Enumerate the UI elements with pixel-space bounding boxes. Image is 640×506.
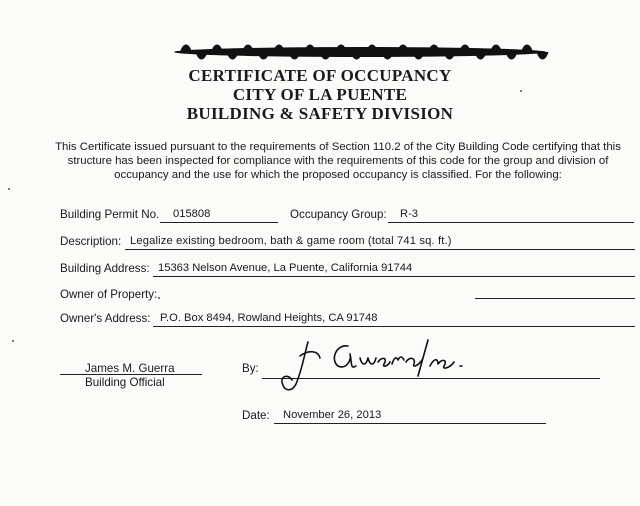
border-leaf (382, 52, 394, 60)
border-leaf (211, 45, 223, 53)
border-leaf (428, 45, 440, 53)
owner-underline (475, 298, 635, 299)
border-leaf (366, 45, 378, 53)
occupancy-underline (388, 222, 634, 223)
permit-label: Building Permit No. (60, 208, 160, 221)
official-title: Building Official (85, 376, 165, 389)
permit-value: 015808 (173, 208, 211, 220)
border-leaf (289, 52, 301, 60)
border-leaf (335, 45, 347, 53)
border-leaf (397, 45, 409, 53)
border-leaf (351, 52, 363, 60)
official-name: James M. Guerra (85, 362, 175, 375)
border-leaf (475, 52, 487, 60)
border-leaf (320, 52, 332, 60)
owner-address-underline (153, 326, 635, 327)
border-leaf (490, 45, 502, 53)
description-label: Description: (60, 235, 122, 248)
border-leaf (273, 45, 285, 53)
city-name: CITY OF LA PUENTE (232, 85, 408, 104)
occupancy-value: R-3 (400, 208, 419, 220)
border-leaf (242, 45, 254, 53)
date-value: November 26, 2013 (283, 409, 382, 421)
building-address-underline (153, 276, 635, 277)
border-leaf (196, 52, 208, 60)
border-leaf (537, 52, 549, 60)
stray-mark (158, 297, 160, 299)
signature (278, 336, 488, 396)
building-address-value: 15363 Nelson Avenue, La Puente, California 91744 (158, 262, 413, 274)
owner-address-label: Owner's Address: (60, 312, 151, 325)
certificate-title: CERTIFICATE OF OCCUPANCY (188, 66, 452, 85)
decorative-border (170, 40, 550, 64)
owner-label: Owner of Property: (60, 288, 158, 301)
border-leaf (506, 52, 518, 60)
occupancy-label: Occupancy Group: (290, 208, 387, 221)
date-label: Date: (242, 409, 270, 422)
date-underline (274, 423, 546, 424)
owner-address-value: P.O. Box 8494, Rowland Heights, CA 91748 (160, 312, 378, 324)
intro-paragraph: This Certificate issued pursuant to the requirements of Section 110.2 of the City Building Code certifying that this structure has been inspected for compliance with the requirements of this code for the group and division of occupancy and the use for which the proposed occupancy is classified. For the following: (55, 141, 621, 181)
border-leaf (258, 52, 270, 60)
permit-underline (160, 222, 278, 223)
border-leaf (227, 52, 239, 60)
border-leaf (459, 45, 471, 53)
border-leaf (180, 45, 192, 53)
by-label: By: (242, 362, 259, 375)
border-leaf (444, 52, 456, 60)
scan-speck (12, 340, 14, 342)
border-leaf (413, 52, 425, 60)
border-leaf (521, 45, 533, 53)
building-address-label: Building Address: (60, 262, 150, 275)
description-value: Legalize existing bedroom, bath & game room (total 741 sq. ft.) (130, 235, 452, 247)
scan-speck (8, 188, 10, 190)
division-name: BUILDING & SAFETY DIVISION (186, 104, 454, 123)
description-underline (125, 249, 635, 250)
scan-speck (520, 90, 522, 92)
border-leaf (304, 45, 316, 53)
